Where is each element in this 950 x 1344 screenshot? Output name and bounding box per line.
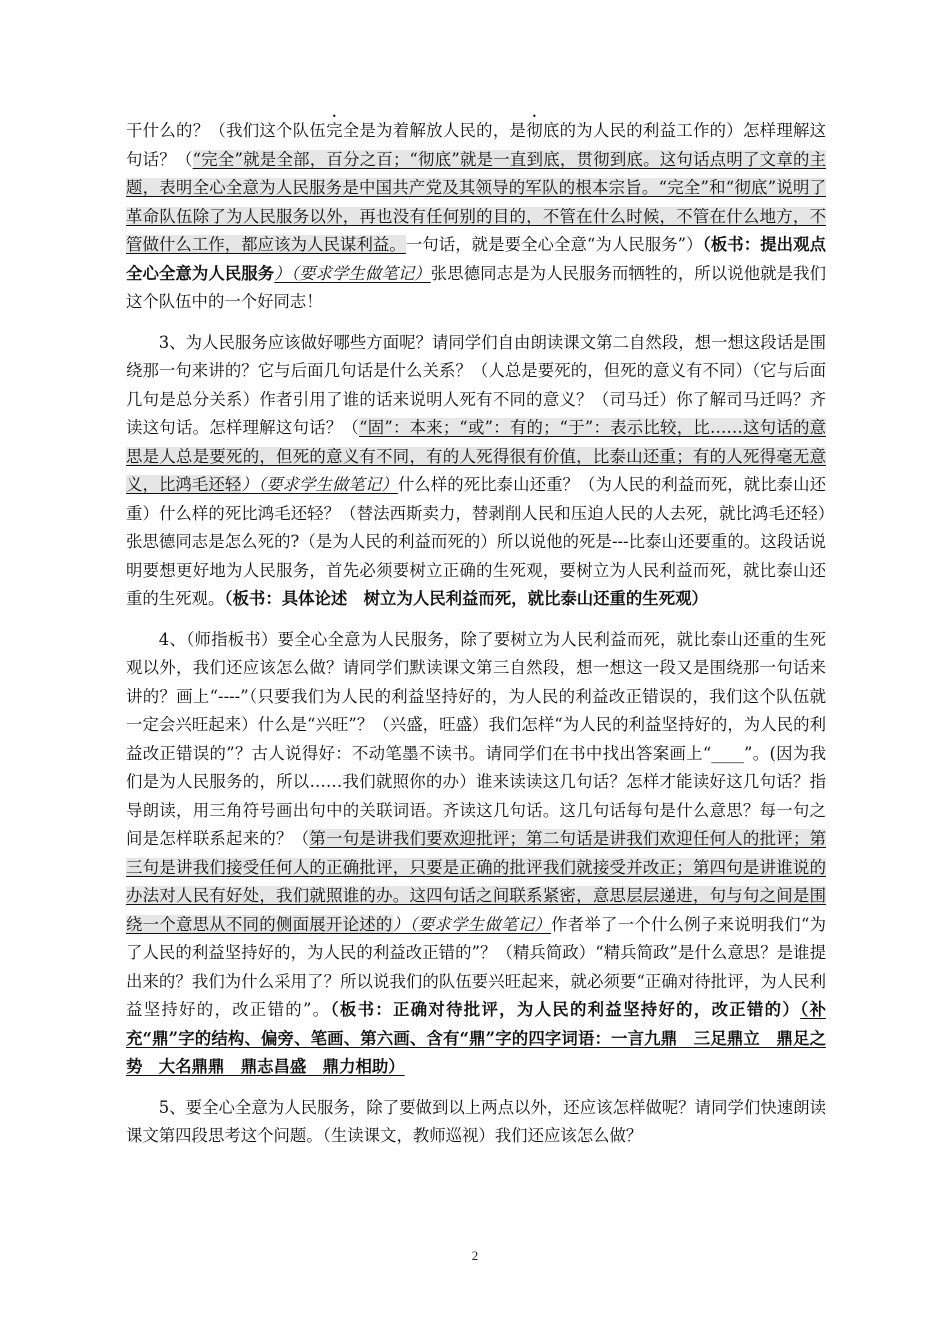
- text: 4、（师指板书）要全心全意为人民服务，除了要树立为人民利益而死，就比泰山还重的生死观以外，我们还应该怎么做？请同学们默读课文第三自然段，想一想这一段又是围绕那一句话来讲的？画上“----”（只要我们为人民的利益坚持好的，为人民的利益改正错误的，我们这个队伍就一定会兴旺起来）什么是“兴旺”？（兴盛，旺盛）我们怎样“为人民的利益坚持好的，为人民的利益改正错误的”？古人说得好：不动笔墨不读书。请同学们在书中找出答案画上“: [126, 629, 826, 763]
- emphasis-char: 彻: [526, 121, 543, 140]
- text: 5、要全心全意为人民服务，除了要做到以上两点以外，还应该怎样做呢？请同学们快速朗读课文第四段思考这个问题。（生读课文，教师巡视）我们还应该怎么做？: [126, 1097, 826, 1145]
- text: ”。(因为我们是为人民服务的，所以……我们就照你的办）谁来读读这几句话？怎样才能读好这几句话？指导朗读，用三角符号画出句中的关联词语。齐读这几句话。这几句话每句是什么意思？每一句之间是怎样联系起来的？（: [126, 743, 826, 848]
- blackboard-note: （板书：提出观点 全心全意为人民服务: [126, 235, 843, 283]
- blackboard-note: （板书：正确对待批评，为人民的利益坚持好的，改正错的）: [330, 1000, 801, 1019]
- text: 干什么的？（我们这个队伍: [126, 121, 327, 140]
- blank-line: ____: [711, 743, 745, 763]
- text: 底的为人民的利益工作的）怎样理解这句话？（: [126, 121, 827, 169]
- note-reminder: ）（要求学生做笔记）: [274, 263, 431, 283]
- note-reminder: ）（要求学生做笔记）: [241, 475, 398, 494]
- text: 全是为着解放人民的，是: [342, 121, 527, 140]
- note-reminder: ）（要求学生做笔记）: [392, 914, 552, 934]
- highlighted-text: “固”：本来；“或”：有的；“于”：表示比较，比……这句话的意思是人总是要死的，但死的意义有不同，有的人死得很有价值，比泰山还重；有的人死得毫无意义，比鸿毛还轻: [126, 418, 827, 494]
- blackboard-note: （板书：具体论述 树立为人民利益而死，就比泰山还重的生死观）: [224, 589, 708, 608]
- page-number: 2: [471, 1248, 479, 1263]
- paragraph-1: [126, 112, 843, 317]
- paragraph-4: [126, 1094, 826, 1151]
- document-body: [126, 112, 843, 1163]
- paragraph-3: [126, 626, 826, 1082]
- text: 作者举了一个什么例子来说明我们“为了人民的利益坚持好的，为人民的利益改正错的”？（精兵简政）“精兵简政”是什么意思？是谁提出来的？我们为什么采用了？所以说我们的队伍要兴旺起来，就必须要“正确对待批评，为人民利益坚持好的，改正错的”。: [126, 914, 826, 1019]
- text: 张思德同志是为人民服务而牺牲的，所以说他就是我们这个队伍中的一个好同志！: [126, 263, 826, 311]
- highlighted-text: “完全”就是全部，百分之百；“彻底”就是一直到底，贯彻到底。这句话点明了文章的主题，表明全心全意为人民服务是中国共产党及其领导的军队的根本宗旨。“完全”和“彻底”说明了革命队伍除了为人民服务以外，再也没有任何别的目的，不管在什么时候，不管在什么地方，不管做什么工作，都应该为人民谋利益。: [126, 149, 827, 254]
- text: 什么样的死比泰山还重？（为人民的利益而死，就比泰山还重）什么样的死比鸿毛还轻？（替法西斯卖力，替剥削人民和压迫人民的人去死，就比鸿毛还轻）张思德同志是怎么死的?（是为人民的利益而死的）所以说他的死是---比泰山还要重的。这段话说明要想更好地为人民服务，首先必须要树立正确的生死观，要树立为人民利益而死，就比泰山还重的生死观。: [126, 475, 827, 608]
- text: 一句话，就是要全心全意“为人民服务”）: [405, 235, 703, 254]
- paragraph-2: [126, 329, 826, 614]
- emphasis-char: 完: [326, 121, 343, 140]
- supplement-note: （补充“鼎”字的结构、偏旁、笔画、第六画、含有“鼎”字的四字词语：一言九鼎 三足鼎立 鼎足之势 大名鼎鼎 鼎志昌盛 鼎力相助）: [126, 1000, 826, 1076]
- highlighted-text: 第一句是讲我们要欢迎批评；第二句话是讲我们欢迎任何人的批评；第三句是讲我们接受任何人的正确批评，只要是正确的批评我们就接受并改正；第四句是讲谁说的办法对人民有好处，我们就照谁的办。这四句话之间联系紧密，意思层层递进，句与句之间是围绕一个意思从不同的侧面展开论述的: [126, 829, 827, 934]
- text: 3、为人民服务应该做好哪些方面呢？请同学们自由朗读课文第二自然段，想一想这段话是围绕那一句来讲的？它与后面几句话是什么关系？（人总是要死的，但死的意义有不同）（它与后面几句是总分关系）作者引用了谁的话来说明人死有不同的意义？（司马迁）你了解司马迁吗？齐读这句话。怎样理解这句话？（: [126, 332, 826, 437]
